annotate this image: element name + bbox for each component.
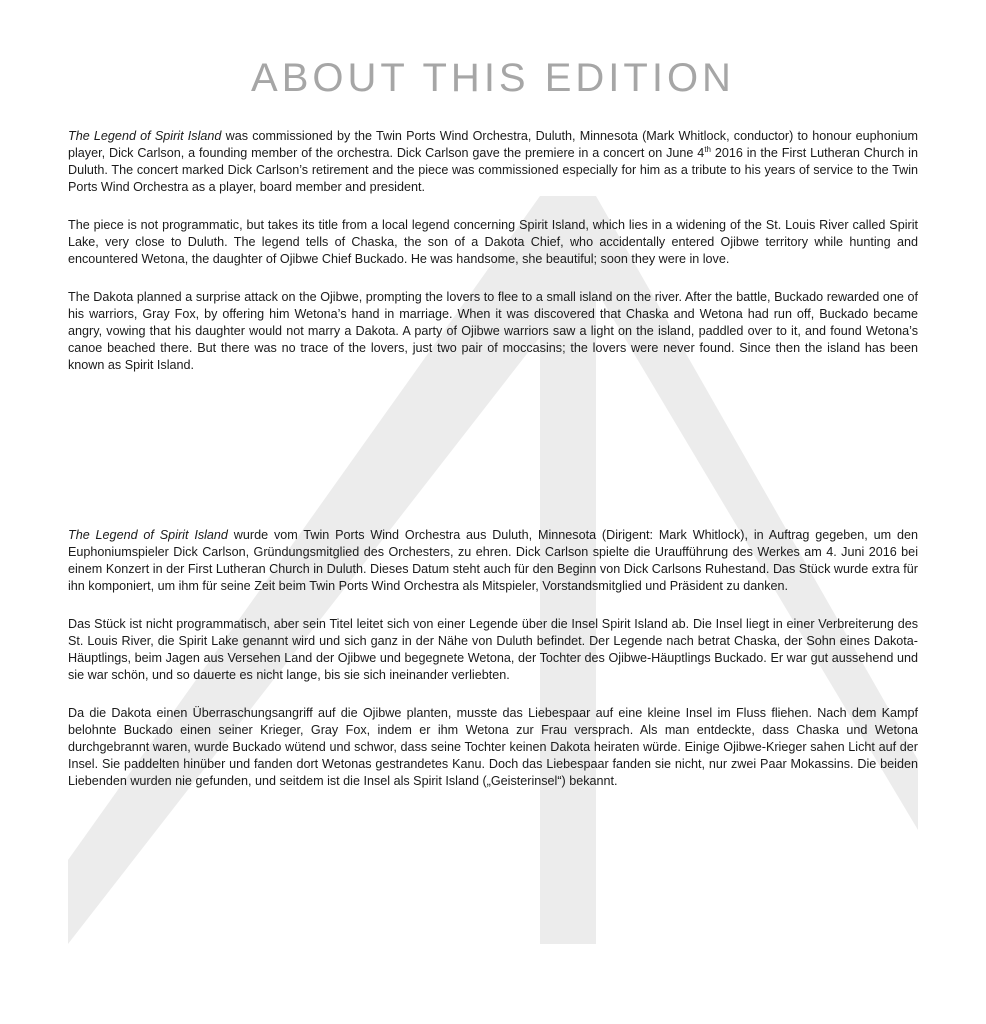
english-paragraph-2: The piece is not programmatic, but takes its title from a local legend concerning Spirit Island, which lies in a widening of the St. Louis River called Spirit Lake, very close to Duluth. The legend tells of Chaska, the son of a Dakota Chief, who accidentally entered Ojibwe territory while hunting and encountered Wetona, the daughter of Ojibwe Chief Buckado. He was handsome, she beautiful; soon they were in love. — [68, 218, 918, 266]
page-title: ABOUT THIS EDITION — [251, 56, 735, 100]
german-paragraph-3: Da die Dakota einen Überraschungsangriff auf die Ojibwe planten, musste das Liebespaar auf eine kleine Insel im Fluss fliehen. Nach dem Kampf belohnte Buckado einen seiner Krieger, Gray Fox, indem er ihm Wetona zur Frau versprach. Als man entdeckte, dass Chaska und Wetona durchgebrannt waren, wurde Buckado wütend und schwor, dass seine Tochter keinen Dakota heiraten würde. Einige Ojibwe-Krieger sahen Licht auf der Insel. Sie paddelten hinüber und fanden dort Wetonas gestrandetes Kanu. Doch das Liebespaar fanden sie nicht, nur zwei Paar Mokassins. Die beiden Liebenden wurden nie gefunden, und seitdem ist die Insel als Spirit Island („Geisterinsel“) bekannt. — [68, 706, 918, 788]
english-text-block — [68, 128, 918, 395]
work-title: The Legend of Spirit Island — [68, 528, 228, 542]
english-paragraph-1 — [68, 128, 918, 196]
english-paragraph-3: The Dakota planned a surprise attack on the Ojibwe, prompting the lovers to flee to a small island on the river. After the battle, Buckado rewarded one of his warriors, Gray Fox, by offering him Wetona’s hand in marriage. When it was discovered that Chaska and Wetona had run off, Buckado became angry, vowing that his daughter would not marry a Dakota. A party of Ojibwe warriors saw a light on the island, paddled over to it, and found Wetona’s canoe beached there. But there was no trace of the lovers, just two pair of moccasins; the lovers were never found. Since then the island has been known as Spirit Island. — [68, 290, 918, 372]
german-text-block — [68, 527, 918, 811]
ordinal-suffix: th — [704, 144, 711, 154]
german-paragraph-2: Das Stück ist nicht programmatisch, aber sein Titel leitet sich von einer Legende über die Insel Spirit Island ab. Die Insel liegt in einer Verbreiterung des St. Louis River, die Spirit Lake genannt wird und sich ganz in der Nähe von Duluth befindet. Der Legende nach betrat Chaska, der Sohn eines Dakota-Häuptlings, beim Jagen aus Versehen Land der Ojibwe und begegnete Wetona, der Tochter des Ojibwe-Häuptlings Buckado. Er war gut aussehend und sie war schön, und so dauerte es nicht lange, bis sie sich ineinander verliebten. — [68, 617, 918, 682]
english-paragraph-1-text-b: 2016 in the First Lutheran Church in Duluth. The concert marked Dick Carlson’s retirement and the piece was commissioned especially for him as a tribute to his years of service to the Twin Ports Wind Orchestra as a player, board member and president. — [68, 146, 918, 194]
work-title: The Legend of Spirit Island — [68, 129, 222, 143]
german-paragraph-1 — [68, 527, 918, 595]
english-paragraph-1-text-a: was commissioned by the Twin Ports Wind Orchestra, Duluth, Minnesota (Mark Whitlock, conductor) to honour euphonium player, Dick Carlson, a founding member of the orchestra. Dick Carlson gave the premiere in a concert on June 4 — [68, 129, 918, 160]
german-paragraph-1-text: wurde vom Twin Ports Wind Orchestra aus Duluth, Minnesota (Dirigent: Mark Whitlock), in Auftrag gegeben, um den Euphoniumspieler Dick Carlson, Gründungsmitglied des Orchesters, zu ehren. Dick Carlson spielte die Uraufführung des Werkes am 4. Juni 2016 bei einem Konzert in der First Lutheran Church in Duluth. Dieses Datum steht auch für den Beginn von Dick Carlsons Ruhestand. Das Stück wurde extra für ihn komponiert, um ihm für seine Zeit beim Twin Ports Wind Orchestra als Mitspieler, Vorstandsmitglied und Präsident zu danken. — [68, 528, 918, 593]
